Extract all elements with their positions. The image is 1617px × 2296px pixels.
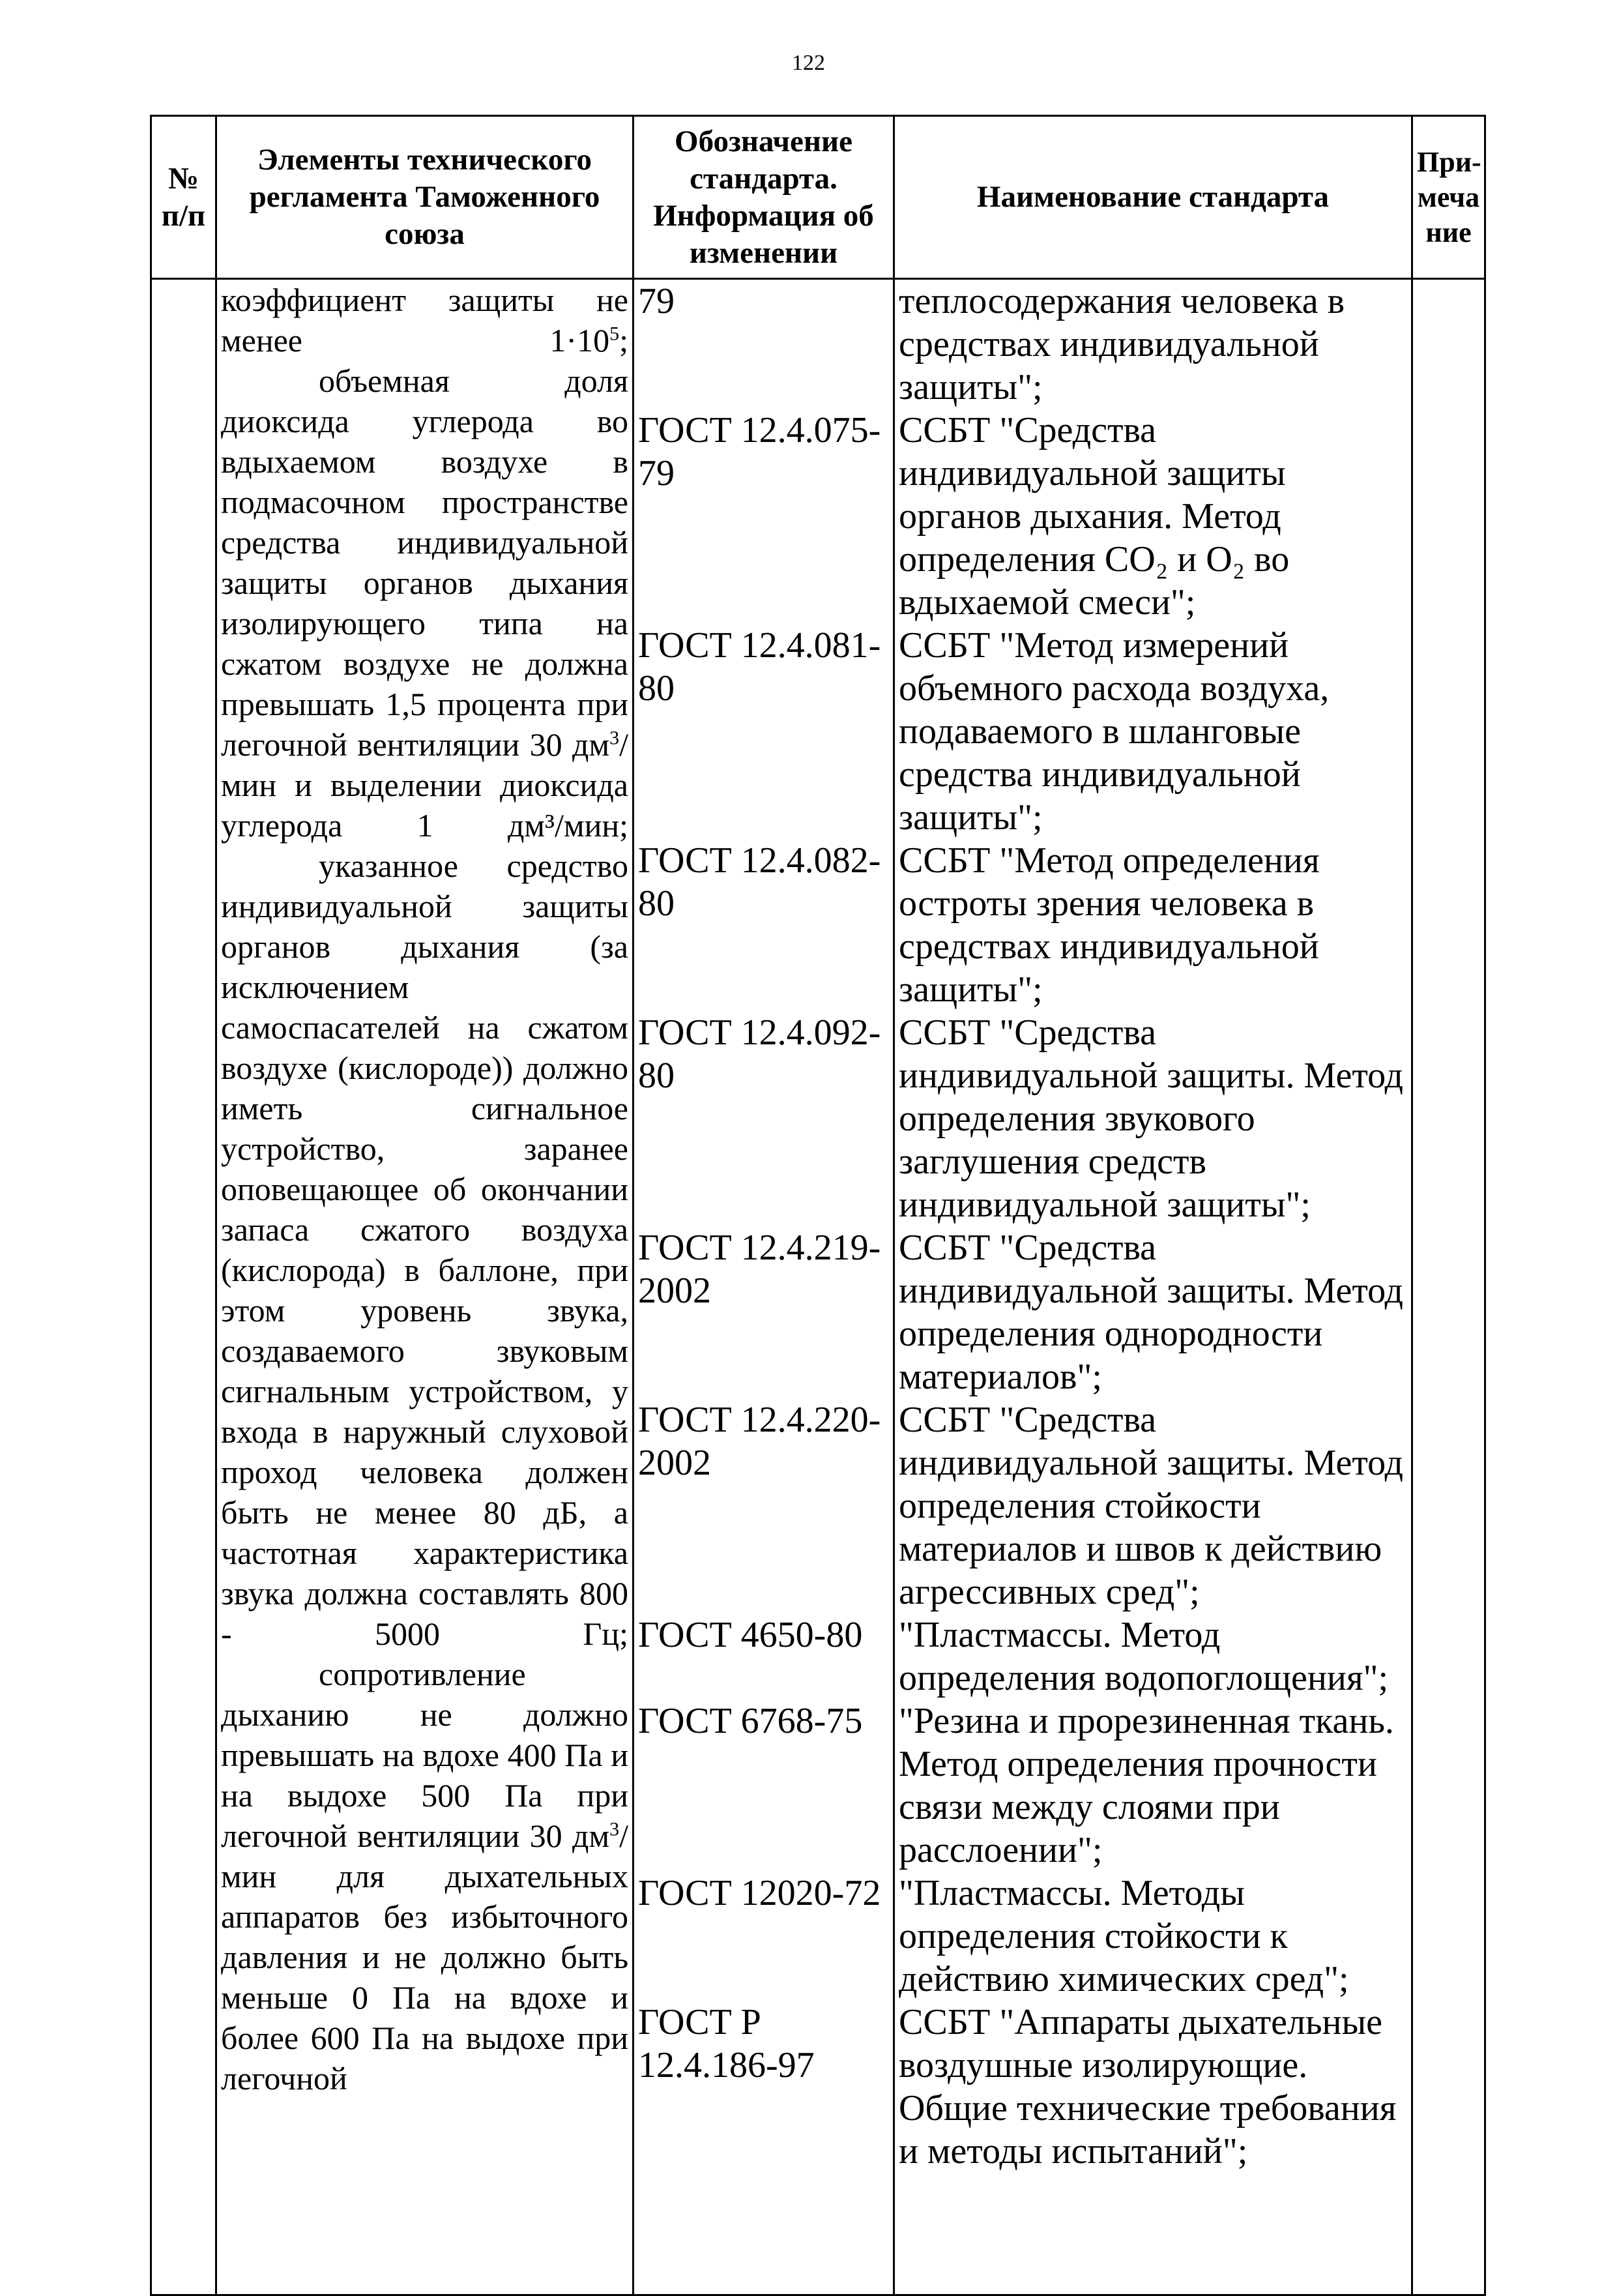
standard-code: ГОСТ 12.4.082- 80: [638, 840, 881, 924]
standard-code-block: [638, 839, 889, 1011]
standard-name: теплосодержания человека в средствах индивидуальной защиты";: [899, 281, 1345, 407]
standard-name-block: [899, 1872, 1407, 2001]
header-designation: Обозначение стандарта. Информация об изменении: [634, 116, 894, 279]
requirement-text-tail: /мин и выделении диоксида углерода 1 дм³/мин;: [221, 726, 628, 844]
standard-name: "Пластмассы. Методы определения стойкости к действию химических сред";: [899, 1873, 1349, 1999]
table-row: [151, 279, 1485, 2295]
requirement-paragraph: [221, 280, 628, 361]
standard-code-block: [638, 1700, 889, 1872]
standard-name: "Пластмассы. Метод определения водопоглощения";: [899, 1615, 1388, 1698]
page-number: 122: [792, 51, 825, 75]
standard-code-block: [638, 409, 889, 624]
standard-code: ГОСТ 4650-80: [638, 1615, 863, 1655]
standard-name-cell: [894, 279, 1412, 2295]
elements-cell: [216, 279, 634, 2295]
standard-name: "Резина и прорезиненная ткань. Метод определения прочности связи между слоями при расслоении";: [899, 1701, 1394, 1870]
standard-code-block: [638, 280, 889, 409]
requirement-text: указанное средство индивидуальной защиты органов дыхания (за исключением самоспасателей на сжатом воздухе (кислороде)) должно иметь сигнальное устройство, заранее оповещающее об окончании запаса сжатого воздуха (кислорода) в баллоне, при этом уровень звука, создаваемого звуковым сигнальным устройством, у входа в наружный слуховой проход человека должен быть не менее 80 дБ, а частотная характеристика звука должна составлять 800 - 5000 Гц;: [221, 847, 628, 1652]
standard-name-block: [899, 1226, 1407, 1398]
standard-name: ССБТ "Метод определения остроты зрения человека в средствах индивидуальной защиты";: [899, 840, 1320, 1010]
standard-name-block: [899, 1700, 1407, 1872]
superscript: 3: [609, 1818, 620, 1840]
standard-name: ССБТ "Средства индивидуальной защиты. Метод определения стойкости материалов и швов к действию агрессивных сред";: [899, 1400, 1404, 1612]
standard-code: ГОСТ 12.4.220- 2002: [638, 1400, 881, 1483]
standard-code: ГОСТ 12.4.075- 79: [638, 410, 881, 493]
standard-code-block: [638, 2001, 889, 2173]
requirement-text: сопротивление дыханию не должно превышать на вдохе 400 Па и на выдохе 500 Па при легочной вентиляции 30 дм: [221, 1656, 628, 1854]
standard-code-block: [638, 1613, 889, 1700]
header-name: Наименование стандарта: [894, 116, 1412, 279]
note-cell: [1412, 279, 1485, 2295]
standard-code-block: [638, 1872, 889, 2001]
standard-name: ССБТ "Метод измерений объемного расхода воздуха, подаваемого в шланговые средства индивидуальной защиты";: [899, 625, 1330, 838]
standard-code: ГОСТ 12.4.081- 80: [638, 625, 881, 709]
standard-name-block: [899, 1398, 1407, 1613]
table-header-row: [151, 116, 1485, 279]
standards-table: [150, 115, 1486, 2296]
requirement-text-tail: ;: [619, 322, 628, 359]
standard-code: ГОСТ 12.4.219- 2002: [638, 1228, 881, 1311]
standard-name-block: [899, 280, 1407, 409]
standard-code-block: [638, 1011, 889, 1226]
standard-code: 79: [638, 281, 675, 321]
standard-name: ССБТ "Средства индивидуальной защиты органов дыхания. Метод определения CO₂ и O₂ во вдыхаемой смеси";: [899, 410, 1290, 623]
standard-name: ССБТ "Средства индивидуальной защиты. Метод определения однородности материалов";: [899, 1228, 1404, 1397]
header-num: № п/п: [151, 116, 216, 279]
standard-code-block: [638, 1398, 889, 1613]
designation-cell: [634, 279, 894, 2295]
standard-name-block: [899, 1011, 1407, 1226]
standard-code: ГОСТ Р 12.4.186-97: [638, 2002, 815, 2085]
requirement-text: коэффициент защиты не менее 1·10: [221, 282, 628, 359]
standard-name: ССБТ "Средства индивидуальной защиты. Метод определения звукового заглушения средств индивидуальной защиты";: [899, 1012, 1404, 1225]
standard-name-block: [899, 2001, 1407, 2173]
requirement-text-tail: /мин для дыхательных аппаратов без избыточного давления и не должно быть меньше 0 Па на вдохе и более 600 Па на выдохе при легочной: [221, 1818, 628, 2097]
standard-name-block: [899, 1613, 1407, 1700]
superscript: 3: [609, 727, 620, 749]
requirement-text: объемная доля диоксида углерода во вдыхаемом воздухе в подмасочном пространстве средства индивидуальной защиты органов дыхания изолирующего типа на сжатом воздухе не должна превышать 1,5 процента при легочной вентиляции 30 дм: [221, 362, 628, 763]
standard-code-block: [638, 624, 889, 839]
standard-code: ГОСТ 12.4.092- 80: [638, 1012, 881, 1096]
standard-code: ГОСТ 6768-75: [638, 1701, 863, 1741]
header-elements: Элементы технического регламента Таможенного союза: [216, 116, 634, 279]
standard-name: ССБТ "Аппараты дыхательные воздушные изолирующие. Общие технические требования и методы испытаний";: [899, 2002, 1397, 2171]
num-cell: [151, 279, 216, 2295]
requirement-paragraph: [221, 361, 628, 846]
standard-code-block: [638, 1226, 889, 1398]
header-note: При-меча ние: [1412, 116, 1485, 279]
requirement-paragraph: [221, 846, 628, 1654]
superscript: 5: [609, 323, 620, 345]
standard-name-block: [899, 839, 1407, 1011]
standard-name-block: [899, 624, 1407, 839]
requirement-paragraph: [221, 1654, 628, 2098]
standard-code: ГОСТ 12020-72: [638, 1873, 881, 1913]
standard-name-block: [899, 409, 1407, 624]
